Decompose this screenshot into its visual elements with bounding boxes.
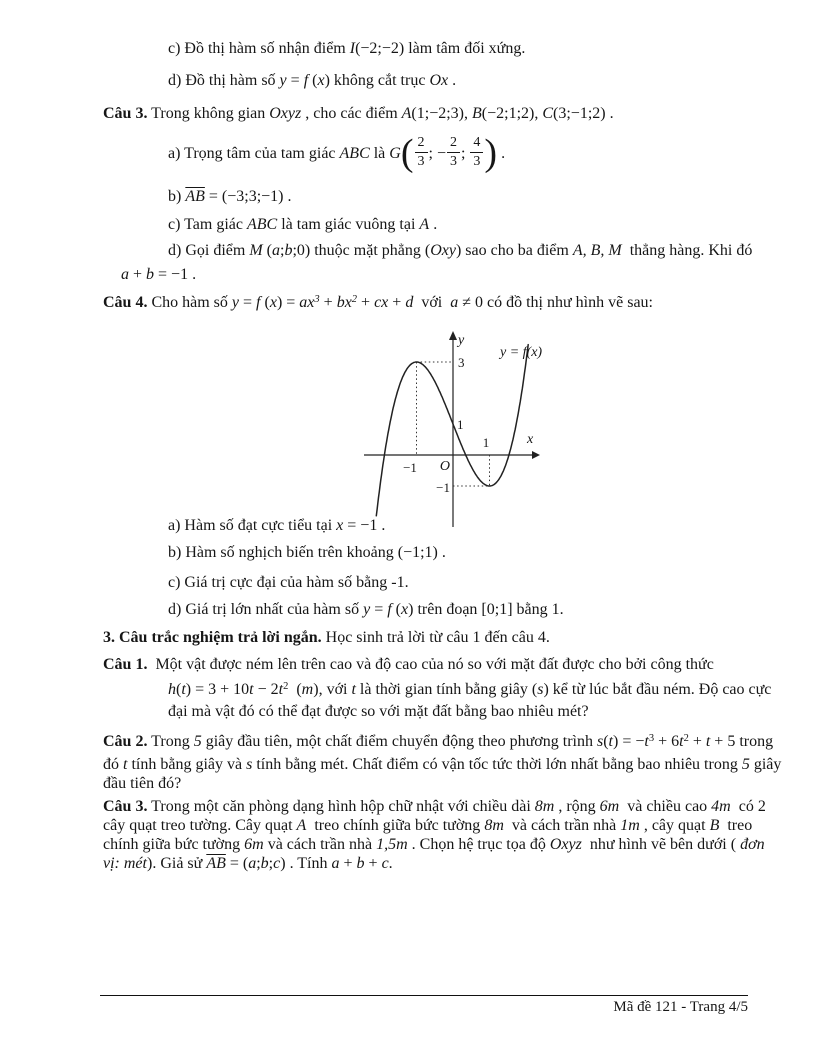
text-segment: b bbox=[260, 855, 269, 872]
text-segment: ( bbox=[176, 681, 182, 698]
text-segment: + 5 trong bbox=[710, 733, 774, 750]
text-segment: − 2 bbox=[253, 681, 279, 698]
text-segment: 2 bbox=[683, 732, 689, 744]
text-segment: có 2 bbox=[730, 798, 766, 815]
text-segment: ; bbox=[268, 855, 274, 872]
text-segment: đó bbox=[103, 756, 123, 773]
text-segment: . bbox=[429, 216, 438, 233]
text-segment: thuộc mặt phẳng bbox=[310, 242, 425, 259]
text-segment: b bbox=[284, 242, 293, 259]
text-segment: m bbox=[301, 681, 314, 698]
footer-divider bbox=[100, 995, 748, 996]
text-segment: = bbox=[370, 601, 388, 618]
text-segment: x bbox=[336, 517, 344, 534]
text-segment: + 6 bbox=[654, 733, 680, 750]
text-segment: ( bbox=[308, 72, 318, 89]
text-segment: treo bbox=[719, 817, 753, 834]
statement-q2-d bbox=[168, 72, 456, 90]
text-segment: (−2;−2) bbox=[355, 40, 405, 57]
fraction bbox=[470, 136, 483, 169]
text-segment: cây quạt treo tường. Cây quạt bbox=[103, 817, 297, 834]
text-segment: f bbox=[256, 294, 261, 311]
statement-q3-d-cont bbox=[121, 266, 196, 284]
text-segment: d) Giá trị lớn nhất của hàm số bbox=[168, 601, 364, 618]
text-segment: trên đoạn bbox=[413, 601, 482, 618]
text-segment: x bbox=[317, 72, 325, 89]
text-segment: a bbox=[121, 266, 129, 283]
text-segment: A, B, M bbox=[572, 242, 622, 259]
fraction-numerator: 2 bbox=[415, 136, 428, 153]
text-segment: Trong một căn phòng dạng hình hộp chữ nhật với chiều dài bbox=[147, 798, 535, 815]
text-segment: + bbox=[364, 855, 382, 872]
question-4-heading bbox=[103, 294, 653, 312]
text-segment: như hình vẽ bên dưới ( bbox=[581, 836, 741, 853]
text-segment: , cây quạt bbox=[639, 817, 710, 834]
text-segment: + bbox=[688, 733, 706, 750]
text-segment: f bbox=[387, 601, 392, 618]
text-segment: A bbox=[296, 817, 307, 834]
text-segment: + bbox=[129, 266, 147, 283]
cubic-curve bbox=[376, 345, 528, 516]
text-segment: a bbox=[271, 242, 280, 259]
text-segment: 3. Câu trắc nghiệm trả lời ngắn. bbox=[103, 629, 322, 646]
text-segment: Oxyz bbox=[549, 836, 582, 853]
text-segment: Câu 2. bbox=[103, 733, 148, 750]
text-segment: B bbox=[472, 105, 482, 122]
short-q1-line1 bbox=[103, 656, 714, 674]
tick-x-neg1: −1 bbox=[403, 460, 417, 475]
text-segment: Câu 3. bbox=[103, 105, 148, 122]
short-q3-line4 bbox=[103, 855, 393, 873]
text-segment: (−2;1;2), bbox=[481, 105, 543, 122]
text-segment: Câu 1. bbox=[103, 656, 148, 673]
text-segment: = bbox=[239, 294, 257, 311]
text-segment: = −1 . bbox=[154, 266, 197, 283]
tick-x-1: 1 bbox=[482, 435, 490, 450]
text-segment: 6m bbox=[599, 798, 620, 815]
tick-y-1: 1 bbox=[457, 417, 464, 432]
fraction-numerator: 2 bbox=[447, 136, 460, 153]
text-segment: chính giữa bức tường bbox=[103, 836, 245, 853]
text-segment: . bbox=[448, 72, 457, 89]
text-segment: A bbox=[419, 216, 430, 233]
short-q2-line2 bbox=[103, 756, 781, 774]
text-segment: C bbox=[542, 105, 554, 122]
text-segment: ; bbox=[279, 242, 285, 259]
text-segment: ( bbox=[400, 131, 414, 174]
text-segment: G bbox=[389, 145, 401, 163]
statement-q3-a bbox=[168, 131, 506, 174]
text-segment: giây đầu tiên, một chất điểm chuyển động theo phương trình bbox=[201, 733, 597, 750]
text-segment: c bbox=[381, 855, 389, 872]
text-segment: [0;1] bbox=[481, 601, 513, 618]
text-segment: y bbox=[231, 294, 240, 311]
text-segment: đơn bbox=[740, 836, 765, 853]
text-segment: + bbox=[339, 855, 357, 872]
text-segment: t bbox=[679, 733, 684, 750]
text-segment: , cho các điểm bbox=[301, 105, 402, 122]
statement-q4-a bbox=[168, 517, 385, 535]
text-segment: (1;−2;3), bbox=[411, 105, 472, 122]
text-segment: + bbox=[357, 294, 375, 311]
text-segment: Câu 4. bbox=[103, 294, 148, 311]
curve-label: y = f(x) bbox=[500, 345, 543, 360]
text-segment: b) bbox=[168, 188, 186, 205]
text-segment: ;0) bbox=[292, 242, 311, 259]
text-segment: c) Tam giác bbox=[168, 216, 247, 233]
text-segment: Học sinh trả lời từ câu 1 đến câu 4. bbox=[321, 629, 550, 646]
tick-y-3: 3 bbox=[458, 355, 465, 370]
text-segment: . bbox=[388, 855, 393, 872]
text-segment: ; bbox=[460, 145, 470, 163]
section-3-heading bbox=[103, 629, 550, 647]
text-segment: 5 bbox=[741, 756, 750, 773]
text-segment: = ( bbox=[225, 855, 249, 872]
statement-q3-b bbox=[168, 188, 292, 206]
text-segment: f bbox=[303, 72, 309, 89]
text-segment: Một vật được ném lên trên cao và độ cao của nó so với mặt đất được cho bởi công thức bbox=[147, 656, 714, 673]
text-segment: 3 bbox=[314, 293, 320, 305]
statement-q3-d bbox=[168, 242, 752, 260]
text-segment: + bbox=[388, 294, 406, 311]
text-segment: ( bbox=[391, 601, 401, 618]
statement-q4-b bbox=[168, 544, 446, 562]
text-segment: bx bbox=[336, 294, 352, 311]
text-segment: ABC bbox=[247, 216, 278, 233]
statement-q4-c bbox=[168, 574, 409, 592]
x-axis-label: x bbox=[527, 432, 534, 447]
text-segment: tính bằng giây và bbox=[127, 756, 247, 773]
fraction-denominator: 3 bbox=[473, 154, 481, 169]
fraction bbox=[415, 136, 428, 169]
text-segment: = (−3;3;−1) . bbox=[204, 188, 292, 205]
short-q1-line3 bbox=[168, 703, 589, 721]
fraction bbox=[447, 136, 460, 169]
y-axis-label: y bbox=[458, 333, 465, 348]
text-segment: ax bbox=[299, 294, 315, 311]
text-segment: . bbox=[437, 544, 446, 561]
text-segment: Câu 3. bbox=[103, 798, 148, 815]
text-segment: = bbox=[286, 72, 304, 89]
text-segment: 2 bbox=[283, 680, 289, 692]
text-segment: vị: mét bbox=[103, 855, 147, 872]
text-segment: = −1 . bbox=[343, 517, 386, 534]
text-segment: là bbox=[369, 145, 390, 163]
text-segment: t bbox=[249, 681, 254, 698]
text-segment: (−1;1) bbox=[397, 544, 438, 561]
text-segment: ≠ 0 có đồ thị như hình vẽ sau: bbox=[458, 294, 653, 311]
text-segment: đại mà vật đó có thể đạt được so với mặt đất bằng bao nhiêu mét? bbox=[168, 703, 589, 720]
text-segment: I bbox=[349, 40, 356, 57]
text-segment: Trong không gian bbox=[147, 105, 270, 122]
text-segment: t bbox=[123, 756, 128, 773]
y-axis-arrow bbox=[449, 331, 457, 340]
fraction-numerator: 4 bbox=[470, 136, 483, 153]
text-segment: 2 bbox=[351, 293, 358, 305]
text-segment: 1,5m bbox=[376, 836, 408, 853]
text-segment: 3 bbox=[648, 732, 655, 744]
text-segment: b bbox=[356, 855, 365, 872]
text-segment: A bbox=[401, 105, 412, 122]
text-segment: 4m bbox=[711, 798, 731, 815]
statement-q4-d bbox=[168, 601, 564, 619]
text-segment: d) Đồ thị hàm số bbox=[168, 72, 280, 89]
text-segment: không cắt trục bbox=[329, 72, 430, 89]
text-segment: x bbox=[401, 601, 409, 618]
text-segment: ) = − bbox=[613, 733, 645, 750]
text-segment: c) Giá trị cực đại của hàm số bằng -1. bbox=[168, 574, 409, 591]
text-segment: $\overline{AB}$ bbox=[185, 188, 205, 205]
text-segment: và cách trần nhà bbox=[503, 817, 621, 834]
text-segment: B bbox=[709, 817, 720, 834]
text-segment: Ox bbox=[429, 72, 449, 89]
text-segment: Oxy bbox=[430, 242, 456, 259]
short-q2-line1 bbox=[103, 733, 773, 751]
x-axis-arrow bbox=[532, 451, 540, 459]
fraction-denominator: 3 bbox=[417, 154, 425, 169]
text-segment: ) = bbox=[276, 294, 300, 311]
text-segment: x bbox=[269, 294, 277, 311]
text-segment: y bbox=[279, 72, 287, 89]
text-segment: , rộng bbox=[554, 798, 600, 815]
text-segment: tính bằng mét. Chất điểm có vận tốc tức thời lớn nhất bằng bao nhiêu trong bbox=[252, 756, 742, 773]
text-segment: t bbox=[608, 733, 613, 750]
text-segment: ). Giả sử bbox=[146, 855, 207, 872]
text-segment: ( bbox=[262, 242, 272, 259]
text-segment: t bbox=[181, 681, 186, 698]
short-q3-line1 bbox=[103, 798, 766, 816]
text-segment: với bbox=[413, 294, 451, 311]
text-segment: b bbox=[146, 266, 155, 283]
origin-label: O bbox=[439, 459, 450, 474]
text-segment: (3;−1;2) . bbox=[553, 105, 614, 122]
text-segment: a bbox=[248, 855, 257, 872]
short-q3-line3 bbox=[103, 836, 765, 854]
text-segment: sao cho ba điểm bbox=[461, 242, 573, 259]
text-segment: treo chính giữa bức tường bbox=[306, 817, 485, 834]
text-segment: s bbox=[596, 733, 604, 750]
question-3-heading bbox=[103, 105, 614, 123]
text-segment: ( bbox=[424, 242, 431, 259]
text-segment: t bbox=[705, 733, 711, 750]
text-segment: và chiều cao bbox=[619, 798, 712, 815]
text-segment: bằng 1. bbox=[512, 601, 564, 618]
text-segment: Oxyz bbox=[269, 105, 302, 122]
text-segment: 8m bbox=[534, 798, 555, 815]
text-segment: d bbox=[405, 294, 414, 311]
text-segment: d) Gọi điểm bbox=[168, 242, 250, 259]
text-segment: làm tâm đối xứng. bbox=[404, 40, 526, 57]
text-segment: + bbox=[319, 294, 337, 311]
text-segment: b) Hàm số nghịch biến trên khoảng bbox=[168, 544, 398, 561]
text-segment: cx bbox=[374, 294, 389, 311]
text-segment: ), với bbox=[313, 681, 352, 698]
tick-y-neg1: −1 bbox=[436, 480, 450, 495]
text-segment: $\overline{AB}$ bbox=[206, 855, 226, 872]
text-segment: ) . Tính bbox=[280, 855, 332, 872]
text-segment: ABC bbox=[339, 145, 370, 163]
text-segment: a) Trọng tâm của tam giác bbox=[168, 145, 340, 163]
text-segment: là thời gian tính bằng giây ( bbox=[355, 681, 538, 698]
text-segment: giây bbox=[749, 756, 782, 773]
text-segment: s bbox=[246, 756, 253, 773]
text-segment: đầu tiên đó? bbox=[103, 775, 182, 792]
text-segment: 5 bbox=[193, 733, 202, 750]
function-graph bbox=[362, 330, 562, 530]
text-segment: a bbox=[450, 294, 459, 311]
text-segment: a) Hàm số đạt cực tiểu tại bbox=[168, 517, 337, 534]
text-segment: h bbox=[168, 681, 176, 698]
text-segment: ) bbox=[408, 601, 414, 618]
text-segment: . bbox=[497, 145, 506, 163]
text-segment: ) bbox=[455, 242, 462, 259]
text-segment: ) bbox=[484, 131, 498, 174]
text-segment: là tam giác vuông tại bbox=[277, 216, 420, 233]
text-segment: a bbox=[331, 855, 340, 872]
text-segment: t bbox=[278, 681, 284, 698]
text-segment: thẳng hàng. Khi đó bbox=[621, 242, 753, 259]
text-segment: ( bbox=[260, 294, 270, 311]
fraction-denominator: 3 bbox=[449, 154, 457, 169]
text-segment: Trong bbox=[147, 733, 194, 750]
text-segment: ( bbox=[603, 733, 609, 750]
short-q2-line3 bbox=[103, 775, 181, 793]
text-segment: y bbox=[363, 601, 371, 618]
text-segment: s bbox=[537, 681, 544, 698]
footer-page-label: Mã đề 121 - Trang 4/5 bbox=[613, 999, 748, 1015]
text-segment: c) Đồ thị hàm số nhận điểm bbox=[168, 40, 350, 57]
text-segment: 1m bbox=[620, 817, 640, 834]
short-q1-line2 bbox=[168, 681, 771, 699]
text-segment: và cách trần nhà bbox=[263, 836, 377, 853]
text-segment: ; bbox=[256, 855, 261, 872]
statement-q3-c bbox=[168, 216, 437, 234]
short-q3-line2 bbox=[103, 817, 752, 835]
text-segment: ) kể từ lúc bắt đầu ném. Độ cao cực bbox=[543, 681, 772, 698]
text-segment: M bbox=[249, 242, 263, 259]
statement-q2-c bbox=[168, 40, 525, 58]
text-segment: t bbox=[644, 733, 649, 750]
text-segment: 8m bbox=[484, 817, 504, 834]
text-segment: ( bbox=[288, 681, 302, 698]
text-segment: 6m bbox=[244, 836, 264, 853]
text-segment: ) bbox=[324, 72, 330, 89]
text-segment: . Chọn hệ trục tọa độ bbox=[407, 836, 550, 853]
text-segment: Cho hàm số bbox=[147, 294, 232, 311]
text-segment: t bbox=[351, 681, 356, 698]
text-segment: ; − bbox=[428, 145, 446, 163]
text-segment: c bbox=[273, 855, 281, 872]
text-segment: ) = 3 + 10 bbox=[185, 681, 250, 698]
